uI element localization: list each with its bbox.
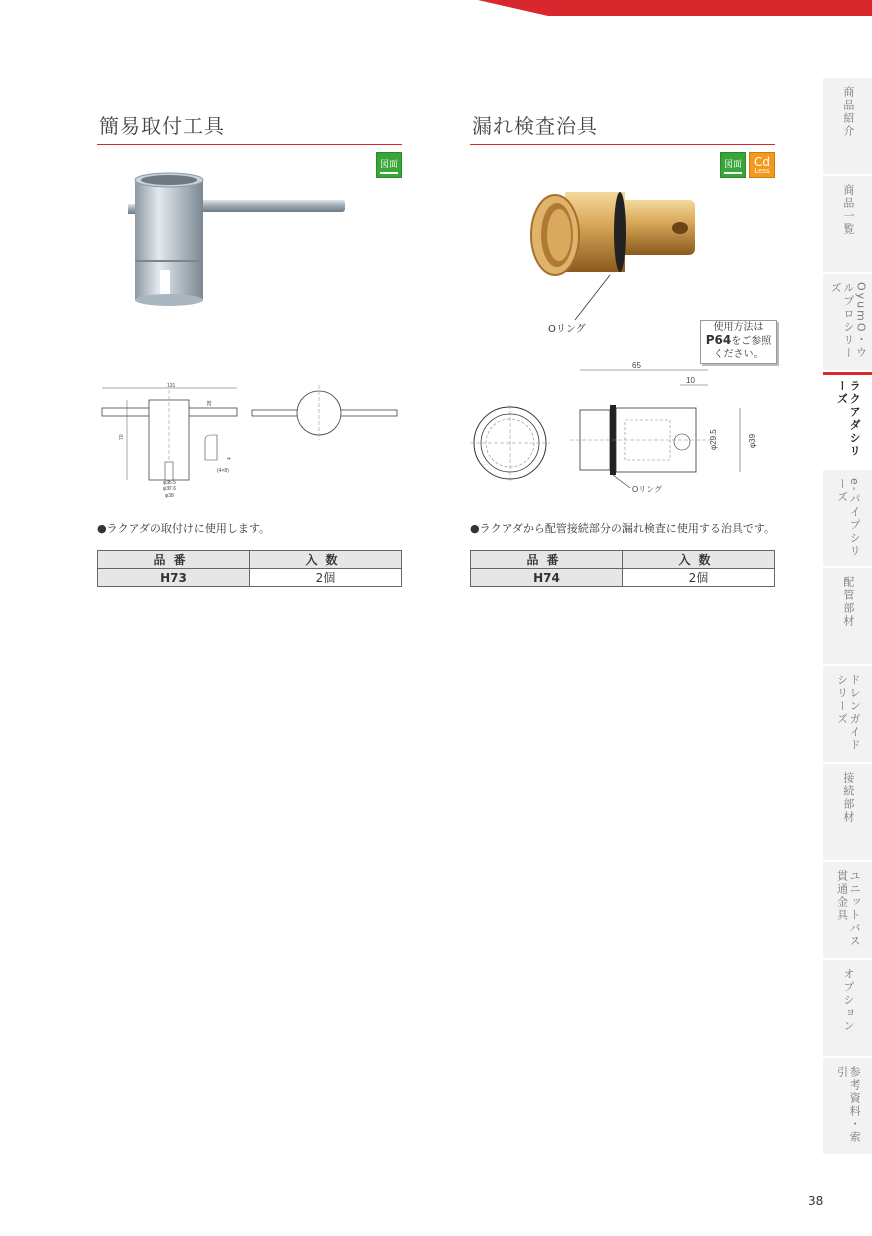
dim-height: 70 xyxy=(119,434,125,440)
drawing-badge: 図面 xyxy=(376,152,402,178)
dim-outer-diameter: φ39 xyxy=(748,433,757,448)
section-title: 漏れ検査治具 xyxy=(472,114,598,138)
spec-table-h73 xyxy=(97,550,402,587)
feature-bullet: ●ラクアダの取付けに使用します。 xyxy=(97,522,270,535)
sidebar-item-options[interactable]: オプション xyxy=(823,960,872,1056)
dim-o3: φ38 xyxy=(165,493,174,499)
dim-offset: 10 xyxy=(686,376,695,385)
sidebar-item-unit-bath[interactable]: ユニットバス貫通金具 xyxy=(823,862,872,958)
badge-group xyxy=(720,152,775,178)
tool-drawing xyxy=(97,380,407,505)
sidebar-item-piping-parts[interactable]: 配管部材 xyxy=(823,568,872,664)
section-rule xyxy=(470,144,775,145)
table-header-row xyxy=(471,551,775,569)
header-part-no: 品番 xyxy=(471,551,623,569)
badge-group xyxy=(376,152,402,178)
sidebar-item-oyumo[interactable]: OyumO・ウルプロシリーズ xyxy=(823,274,872,370)
table-row xyxy=(471,569,775,587)
section-simple-tool xyxy=(97,110,402,170)
section-leak-test-jig xyxy=(470,110,775,175)
usage-note: 使用方法は P64をご参照 ください。 xyxy=(700,320,777,364)
table-header-row xyxy=(98,551,402,569)
sidebar-item-connection-parts[interactable]: 接続部材 xyxy=(823,764,872,860)
dim-s2: 4 xyxy=(227,457,233,460)
section-rule xyxy=(97,144,402,145)
page-number: 38 xyxy=(808,1194,824,1208)
section-title: 簡易取付工具 xyxy=(99,114,225,138)
header-part-no: 品番 xyxy=(98,551,250,569)
dim-inner-diameter: φ29.5 xyxy=(709,429,718,450)
dim-slot: (4×8) xyxy=(217,468,229,474)
table-row xyxy=(98,569,402,587)
tool-photo xyxy=(120,170,360,310)
part-number: H73 xyxy=(98,569,250,587)
feature-bullet: ●ラクアダから配管接続部分の漏れ検査に使用する治具です。 xyxy=(470,522,775,535)
dim-o1: φ35.5 xyxy=(163,480,176,486)
jig-drawing xyxy=(470,360,770,500)
sidebar-item-product-intro[interactable]: 商品紹介 xyxy=(823,78,872,174)
sidebar-item-reference[interactable]: 参考資料・索引 xyxy=(823,1058,872,1154)
active-marker xyxy=(823,372,872,375)
sidebar-item-rakuada[interactable]: ラクアダシリーズ xyxy=(823,372,872,468)
header-quantity: 入数 xyxy=(623,551,775,569)
dim-d1: 28 xyxy=(207,400,213,406)
dim-length: 131 xyxy=(167,383,176,389)
quantity: 2個 xyxy=(623,569,775,587)
sidebar-item-e-pipe[interactable]: e-パイプシリーズ xyxy=(823,470,872,566)
dim-o2: φ37.6 xyxy=(163,486,176,492)
cd-less-badge: Cd Less xyxy=(749,152,775,178)
sidebar-item-product-list[interactable]: 商品一覧 xyxy=(823,176,872,272)
spec-table-h74 xyxy=(470,550,775,587)
oring-drawing-label: Oリング xyxy=(632,485,663,494)
drawing-badge: 図面 xyxy=(720,152,746,178)
quantity: 2個 xyxy=(250,569,402,587)
oring-photo-label: Oリング xyxy=(548,324,586,335)
dim-length: 65 xyxy=(632,361,641,370)
sidebar-item-drain-guide[interactable]: ドレンガイドシリーズ xyxy=(823,666,872,762)
section-sidebar xyxy=(823,78,872,1168)
top-accent-bar xyxy=(0,0,872,18)
part-number: H74 xyxy=(471,569,623,587)
header-quantity: 入数 xyxy=(250,551,402,569)
